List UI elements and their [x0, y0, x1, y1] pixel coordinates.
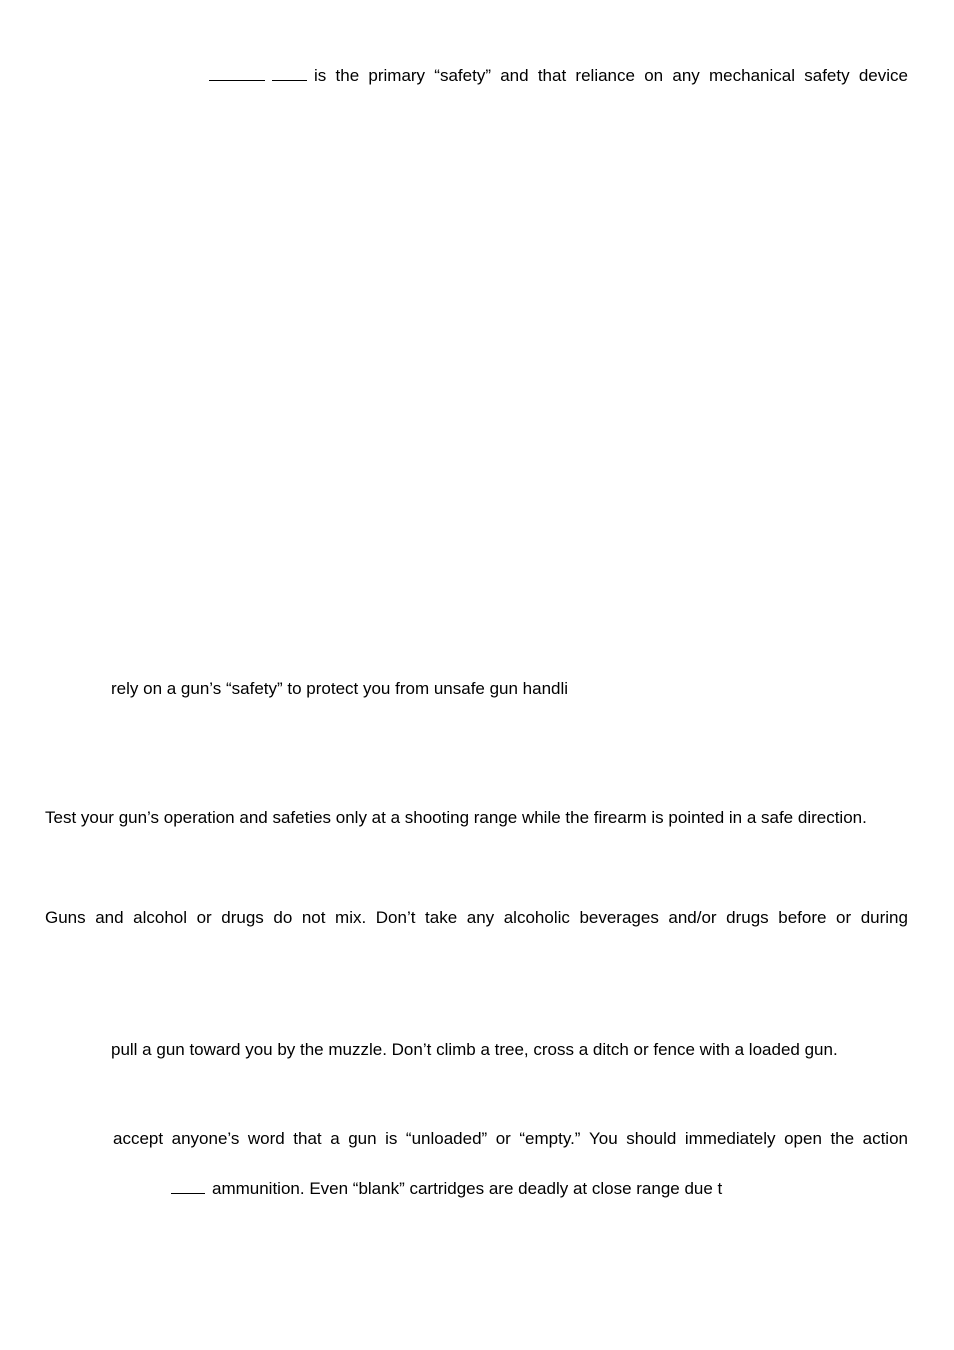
word: that	[537, 66, 567, 85]
word: primary	[368, 66, 426, 85]
word: during	[860, 908, 908, 927]
line-1-words	[314, 66, 908, 86]
word: mechanical	[709, 66, 796, 85]
word: any	[672, 66, 700, 85]
text-line-4	[45, 908, 908, 928]
word: and	[500, 66, 529, 85]
word: “safety”	[434, 66, 491, 85]
word: drugs	[221, 908, 264, 927]
word: should	[626, 1129, 677, 1148]
word: immediately	[684, 1129, 776, 1148]
word: anyone’s	[171, 1129, 240, 1148]
word: any	[466, 908, 495, 927]
word: beverages	[579, 908, 659, 927]
word: open	[784, 1129, 822, 1148]
word: is	[385, 1129, 398, 1148]
text-line-6	[113, 1129, 908, 1149]
word: word	[247, 1129, 285, 1148]
word: on	[644, 66, 664, 85]
text-line-1	[209, 66, 908, 86]
word: or	[196, 908, 212, 927]
text-line-3: Test your gun’s operation and safeties only at a shooting range while the firearm is pointed in a safe direction.	[45, 808, 867, 827]
word: Don’t	[375, 908, 416, 927]
word: accept	[113, 1129, 164, 1148]
word: the	[335, 66, 360, 85]
word: You	[588, 1129, 618, 1148]
text-line-7	[171, 1179, 722, 1199]
word: the	[830, 1129, 855, 1148]
word: action	[862, 1129, 908, 1148]
text-line-5: pull a gun toward you by the muzzle. Don’t climb a tree, cross a ditch or fence with a loaded gun.	[111, 1040, 838, 1059]
word: “empty.”	[519, 1129, 581, 1148]
word: or	[495, 1129, 511, 1148]
text-line-2: rely on a gun’s “safety” to protect you from unsafe gun handli	[111, 679, 569, 698]
word: or	[836, 908, 852, 927]
word: is	[314, 66, 327, 85]
word: not	[301, 908, 326, 927]
line-7-text: ammunition. Even “blank” cartridges are deadly at close range due t	[212, 1179, 723, 1198]
word: safety	[804, 66, 850, 85]
word: a	[330, 1129, 340, 1148]
word: “unloaded”	[405, 1129, 488, 1148]
fill-in-blank-1	[209, 66, 265, 81]
word: before	[778, 908, 827, 927]
word: Guns	[45, 908, 86, 927]
word: that	[293, 1129, 322, 1148]
word: device	[858, 66, 908, 85]
word: drugs	[726, 908, 769, 927]
word: alcoholic	[503, 908, 570, 927]
word: do	[273, 908, 293, 927]
word: gun	[348, 1129, 377, 1148]
fill-in-blank-3	[171, 1179, 205, 1194]
word: mix.	[335, 908, 367, 927]
word: and	[95, 908, 124, 927]
word: alcohol	[133, 908, 188, 927]
word: reliance	[575, 66, 635, 85]
word: take	[425, 908, 458, 927]
word: and/or	[668, 908, 717, 927]
fill-in-blank-2	[272, 66, 307, 81]
